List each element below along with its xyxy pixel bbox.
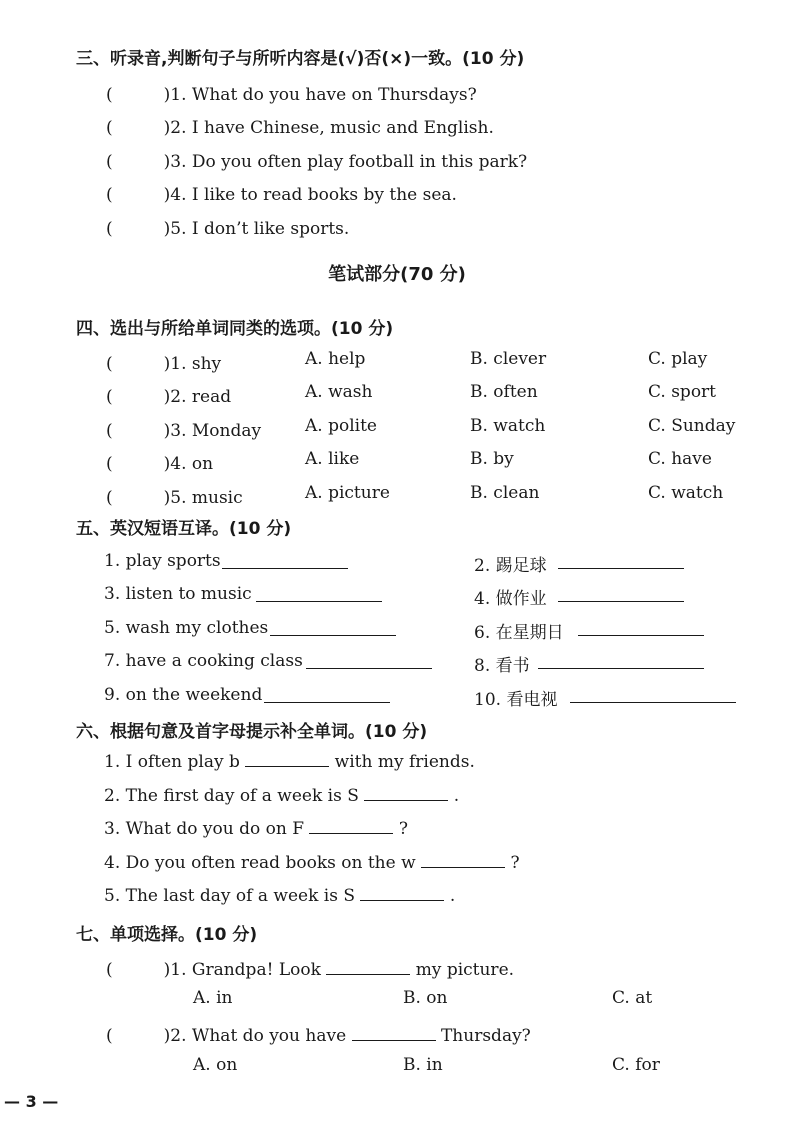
sec4-option-b-2: B. often [470, 382, 538, 402]
sec7-option-a-2: A. on [193, 1055, 238, 1075]
answer-line[interactable] [558, 601, 684, 602]
sec7-question-1 [106, 955, 514, 980]
answer-blank[interactable] [309, 832, 393, 834]
sec4-option-b-4: B. by [470, 449, 514, 469]
sec5-phrase-1: 1. play sports [104, 551, 221, 571]
sec3-item-5: ( )5. I don’t like sports. [106, 219, 350, 239]
answer-line[interactable] [578, 635, 704, 636]
sec7-option-b-2: B. in [403, 1055, 443, 1075]
sec4-option-a-4: A. like [305, 449, 360, 469]
sentence-end: . [453, 786, 460, 806]
answer-line[interactable] [558, 568, 684, 569]
sec4-option-a-2: A. wash [305, 382, 373, 402]
section-6-title: 六、根据句意及首字母提示补全单词。(10 分) [76, 722, 428, 742]
sec7-option-c-1: C. at [612, 988, 653, 1008]
sec5-phrase-8: 8. 看书 [474, 656, 530, 676]
question-end: my picture. [415, 960, 515, 980]
sec4-option-c-1: C. play [648, 349, 708, 369]
sec5-phrase-9: 9. on the weekend [104, 685, 263, 705]
sec4-question-2: ( )2. read [106, 387, 232, 407]
sec4-option-c-5: C. watch [648, 483, 724, 503]
sentence-end: ? [398, 819, 408, 839]
sec5-phrase-5: 5. wash my clothes [104, 618, 269, 638]
sentence-end: ? [510, 853, 520, 873]
answer-line[interactable] [222, 568, 348, 569]
sec4-option-b-1: B. clever [470, 349, 547, 369]
question-end: Thursday? [440, 1026, 531, 1046]
answer-line[interactable] [306, 668, 432, 669]
sec4-option-c-4: C. have [648, 449, 712, 469]
answer-line[interactable] [256, 601, 382, 602]
written-part-title: 笔试部分(70 分) [328, 264, 466, 285]
sec3-item-3: ( )3. Do you often play football in this park? [106, 152, 528, 172]
sec3-item-2: ( )2. I have Chinese, music and English. [106, 118, 494, 138]
sec6-sentence-2 [104, 786, 459, 806]
page-number: — 3 — [4, 1092, 59, 1111]
sec4-option-a-3: A. polite [305, 416, 377, 436]
answer-line[interactable] [570, 702, 736, 703]
sec4-question-3: ( )3. Monday [106, 421, 262, 441]
sentence-start: 2. The first day of a week is S [104, 786, 359, 806]
sentence-start: 4. Do you often read books on the w [104, 853, 416, 873]
sec6-sentence-1 [104, 752, 475, 772]
answer-line[interactable] [264, 702, 390, 703]
section-5-title: 五、英汉短语互译。(10 分) [76, 519, 292, 539]
sec7-option-b-1: B. on [403, 988, 448, 1008]
sec5-phrase-3: 3. listen to music [104, 584, 252, 604]
sec3-item-1: ( )1. What do you have on Thursdays? [106, 85, 477, 105]
sentence-end: with my friends. [334, 752, 475, 772]
sec3-item-4: ( )4. I like to read books by the sea. [106, 185, 457, 205]
section-7-title: 七、单项选择。(10 分) [76, 925, 258, 945]
question-start: ( )2. What do you have [106, 1026, 347, 1046]
sec5-phrase-10: 10. 看电视 [474, 690, 558, 710]
answer-line[interactable] [538, 668, 704, 669]
sec4-option-a-1: A. help [305, 349, 366, 369]
answer-blank[interactable] [326, 973, 410, 975]
answer-blank[interactable] [352, 1039, 436, 1041]
sec4-option-a-5: A. picture [305, 483, 390, 503]
answer-blank[interactable] [245, 765, 329, 767]
sec6-sentence-5 [104, 886, 455, 906]
sec5-phrase-7: 7. have a cooking class [104, 651, 303, 671]
section-4-title: 四、选出与所给单词同类的选项。(10 分) [76, 319, 394, 339]
sentence-end: . [449, 886, 456, 906]
sec7-option-c-2: C. for [612, 1055, 660, 1075]
sec4-question-1: ( )1. shy [106, 354, 222, 374]
answer-blank[interactable] [421, 866, 505, 868]
sec5-phrase-2: 2. 踢足球 [474, 556, 547, 576]
question-start: ( )1. Grandpa! Look [106, 960, 321, 980]
sec4-option-b-5: B. clean [470, 483, 540, 503]
sec5-phrase-4: 4. 做作业 [474, 589, 547, 609]
answer-line[interactable] [270, 635, 396, 636]
answer-blank[interactable] [364, 799, 448, 801]
sec5-phrase-6: 6. 在星期日 [474, 623, 564, 643]
sentence-start: 1. I often play b [104, 752, 240, 772]
answer-blank[interactable] [360, 899, 444, 901]
sec4-question-5: ( )5. music [106, 488, 243, 508]
sentence-start: 3. What do you do on F [104, 819, 305, 839]
sec6-sentence-4 [104, 853, 520, 873]
sec6-sentence-3 [104, 819, 408, 839]
sec4-option-c-3: C. Sunday [648, 416, 736, 436]
sec4-option-c-2: C. sport [648, 382, 717, 402]
sentence-start: 5. The last day of a week is S [104, 886, 355, 906]
sec7-option-a-1: A. in [193, 988, 233, 1008]
sec4-option-b-3: B. watch [470, 416, 546, 436]
section-3-title: 三、听录音,判断句子与所听内容是(√)否(×)一致。(10 分) [76, 49, 525, 69]
sec7-question-2 [106, 1021, 531, 1046]
sec4-question-4: ( )4. on [106, 454, 214, 474]
